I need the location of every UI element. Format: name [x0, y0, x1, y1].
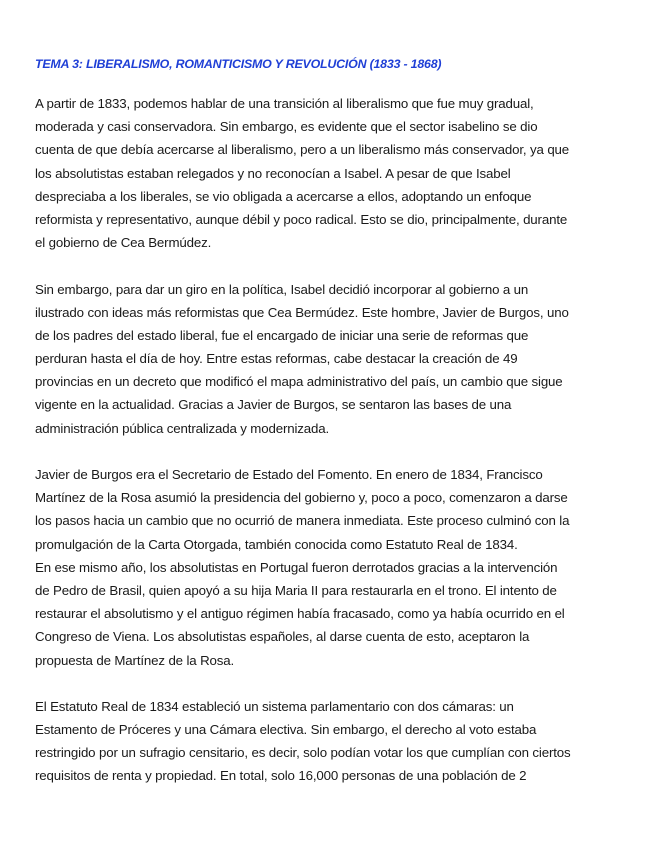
paragraph-1: [35, 92, 625, 254]
text-line: ilustrado con ideas más reformistas que Cea Bermúdez. Este hombre, Javier de Burgos, uno: [35, 304, 569, 320]
text-line: restaurar el absolutismo y el antiguo régimen había fracasado, como ya había ocurrido en el: [35, 606, 565, 622]
text-line: A partir de 1833, podemos hablar de una transición al liberalismo que fue muy gradual,: [35, 96, 534, 111]
document-page: [35, 56, 625, 811]
text-line: vigente en la actualidad. Gracias a Javier de Burgos, se sentaron las bases de una: [35, 397, 512, 413]
text-line: Martínez de la Rosa asumió la presidencia del gobierno y, poco a poco, comenzaron a darse: [35, 490, 568, 506]
text-line: En ese mismo año, los absolutistas en Portugal fueron derrotados gracias a la intervención: [35, 559, 558, 575]
text-line: de Pedro de Brasil, quien apoyó a su hija Maria II para restaurarla en el trono. El intento de: [35, 582, 557, 598]
document-title: TEMA 3: LIBERALISMO, ROMANTICISMO Y REVOLUCIÓN (1833 - 1868): [35, 57, 442, 71]
text-line: cuenta de que debía acercarse al liberalismo, pero a un liberalismo más conservador, ya que: [35, 142, 570, 158]
text-line: administración pública centralizada y modernizada.: [35, 420, 330, 436]
text-line: despreciaba a los liberales, se vio obligada a acercarse a ellos, adoptando un enfoque: [35, 188, 532, 204]
text-line: Estamento de Próceres y una Cámara electiva. Sin embargo, el derecho al voto estaba: [35, 722, 537, 738]
text-line: perduran hasta el día de hoy. Entre estas reformas, cabe destacar la creación de 49: [35, 351, 518, 367]
text-line: Congreso de Viena. Los absolutistas españoles, al darse cuenta de esto, aceptaron la: [35, 629, 530, 645]
text-line: moderada y casi conservadora. Sin embargo, es evidente que el sector isabelino se dio: [35, 119, 538, 135]
text-line: los absolutistas estaban relegados y no reconocían a Isabel. A pesar de que Isabel: [35, 165, 511, 181]
text-line: requisitos de renta y propiedad. En total, solo 16,000 personas de una población de 2: [35, 768, 527, 784]
text-line: provincias en un decreto que modificó el mapa administrativo del país, un cambio que sigue: [35, 374, 563, 390]
text-line: el gobierno de Cea Bermúdez.: [35, 235, 212, 251]
text-line: El Estatuto Real de 1834 estableció un sistema parlamentario con dos cámaras: un: [35, 698, 514, 714]
text-line: Sin embargo, para dar un giro en la política, Isabel decidió incorporar al gobierno a un: [35, 281, 529, 297]
text-line: los pasos hacia un cambio que no ocurrió de manera inmediata. Este proceso culminó con la: [35, 513, 570, 529]
text-line: promulgación de la Carta Otorgada, también conocida como Estatuto Real de 1834.: [35, 536, 518, 552]
text-line: Javier de Burgos era el Secretario de Estado del Fomento. En enero de 1834, Francisco: [35, 467, 543, 482]
paragraph-3: [35, 463, 625, 672]
text-line: restringido por un sufragio censitario, es decir, solo podían votar los que cumplían con ciertos: [35, 745, 571, 761]
text-line: reformista y representativo, aunque débil y poco radical. Esto se dio, principalmente, durante: [35, 211, 568, 227]
text-line: propuesta de Martínez de la Rosa.: [35, 652, 235, 668]
paragraph-2: [35, 278, 625, 440]
text-line: de los padres del estado liberal, fue el encargado de iniciar una serie de reformas que: [35, 327, 529, 343]
paragraph-4: [35, 695, 625, 788]
